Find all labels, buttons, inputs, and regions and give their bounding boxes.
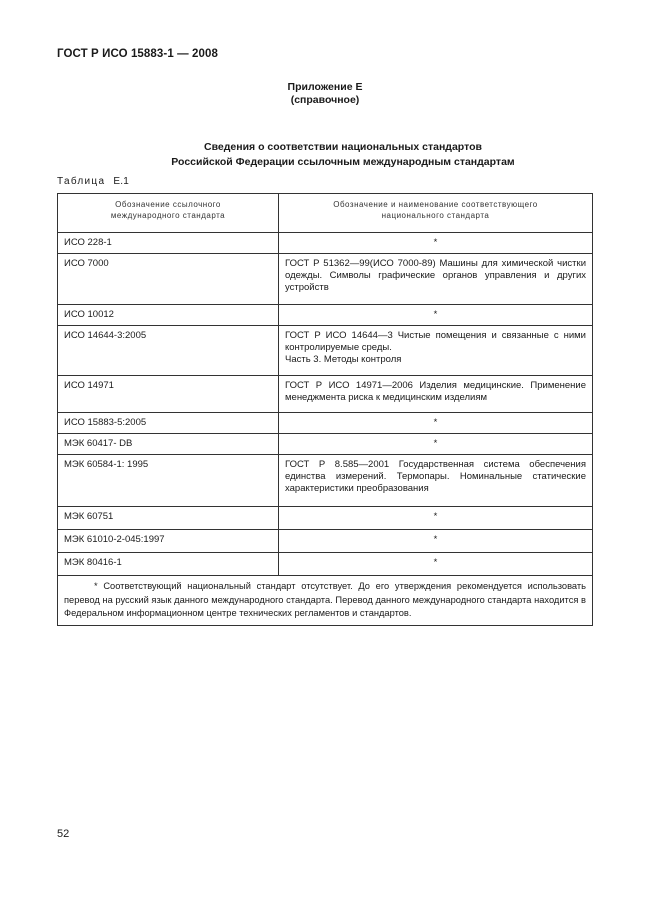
header-national-standard <box>279 194 593 233</box>
table-row <box>58 530 593 553</box>
national-standard-cell: ГОСТ Р 8.585—2001 Государственная система обеспечения единства измерений. Термопары. Номинальные статические характеристики преобразования <box>279 455 593 507</box>
intl-standard-cell: МЭК 80416-1 <box>58 553 279 576</box>
intl-standard-cell: ИСО 14644-3:2005 <box>58 326 279 376</box>
national-standard-part: Часть 3. Методы контроля <box>285 354 402 365</box>
header-nat-line2: национального стандарта <box>381 211 490 220</box>
intl-standard-cell: ИСО 228-1 <box>58 233 279 254</box>
annex-title: Приложение Е <box>287 81 363 93</box>
national-standard-cell: * <box>279 305 593 326</box>
correspondence-table <box>57 193 593 626</box>
intl-standard-cell: МЭК 60751 <box>58 507 279 530</box>
table-footnote: * Соответствующий национальный стандарт отсутствует. До его утверждения рекомендуется использовать перевод на русский язык данного международного стандарта. Перевод данного международного стандарта находится в Федеральном информационном центре технических регламентов и стандартов. <box>64 581 586 618</box>
page-number: 52 <box>57 828 70 840</box>
intl-standard-cell: ИСО 10012 <box>58 305 279 326</box>
table-row <box>58 254 593 305</box>
table-row <box>58 553 593 576</box>
header-intl-standard <box>58 194 279 233</box>
document-header: ГОСТ Р ИСО 15883-1 — 2008 <box>57 48 219 60</box>
national-standard-cell <box>279 326 593 376</box>
table-row <box>58 413 593 434</box>
table-row <box>58 376 593 413</box>
header-intl-line2: международного стандарта <box>110 211 226 220</box>
table-caption-number: Е.1 <box>113 176 130 187</box>
national-standard-cell: * <box>279 233 593 254</box>
national-standard-cell: * <box>279 507 593 530</box>
section-title-line1: Сведения о соответствии национальных стандартов <box>204 141 482 153</box>
national-standard-cell: * <box>279 530 593 553</box>
header-nat-line1: Обозначение и наименование соответствующего <box>333 200 538 209</box>
table-row <box>58 434 593 455</box>
table-caption-label: Таблица <box>57 176 106 187</box>
intl-standard-cell: ИСО 14971 <box>58 376 279 413</box>
table-footnote-row <box>58 576 593 626</box>
intl-standard-cell: ИСО 7000 <box>58 254 279 305</box>
national-standard-cell: * <box>279 413 593 434</box>
intl-standard-cell: МЭК 60584-1: 1995 <box>58 455 279 507</box>
section-title-line2: Российской Федерации ссылочным международным стандартам <box>171 155 515 168</box>
table-header-row <box>58 194 593 233</box>
table-footnote-cell <box>58 576 593 626</box>
table-row <box>58 507 593 530</box>
annex-subtitle: (справочное) <box>290 94 360 106</box>
table-row <box>58 305 593 326</box>
table-row <box>58 326 593 376</box>
national-standard-cell: ГОСТ Р ИСО 14971—2006 Изделия медицинские. Применение менеджмента риска к медицинским изделиям <box>279 376 593 413</box>
national-standard-cell: ГОСТ Р 51362—99(ИСО 7000-89) Машины для химической чистки одежды. Символы графические органов управления и других устройств <box>279 254 593 305</box>
table-row <box>58 233 593 254</box>
section-title <box>0 140 646 169</box>
national-standard-cell: * <box>279 434 593 455</box>
national-standard-text: ГОСТ Р ИСО 14644—3 Чистые помещения и связанные с ними контролируемые среды. <box>285 330 586 353</box>
intl-standard-cell: МЭК 60417- DB <box>58 434 279 455</box>
intl-standard-cell: ИСО 15883-5:2005 <box>58 413 279 434</box>
intl-standard-cell: МЭК 61010-2-045:1997 <box>58 530 279 553</box>
table-caption <box>57 176 129 187</box>
header-intl-line1: Обозначение ссылочного <box>115 200 221 209</box>
annex-heading <box>0 81 646 107</box>
national-standard-cell: * <box>279 553 593 576</box>
table-row <box>58 455 593 507</box>
